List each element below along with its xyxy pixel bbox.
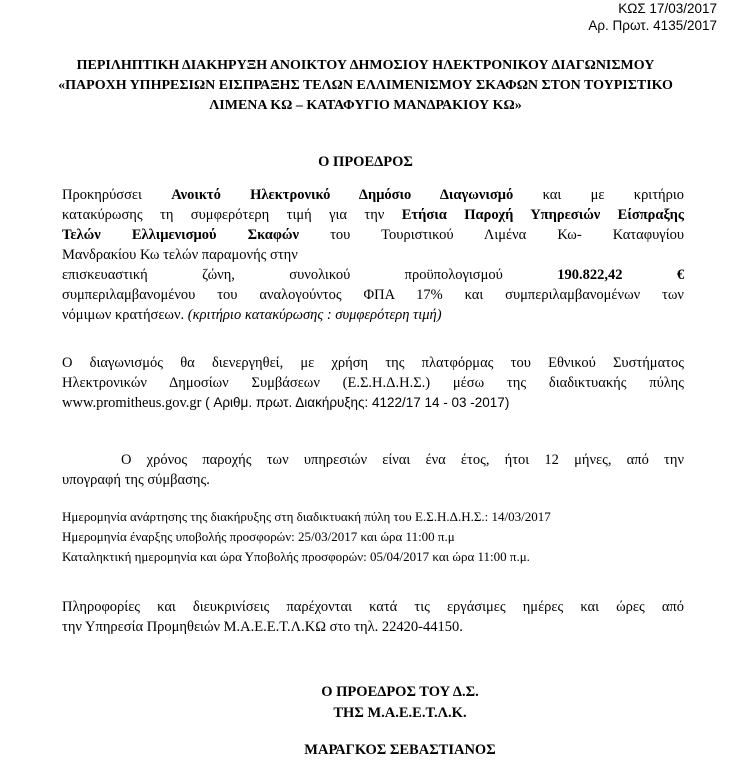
title-line-1: ΠΕΡΙΛΗΠΤΙΚΗ ΔΙΑΚΗΡΥΞΗ ΑΝΟΙΚΤΟΥ ΔΗΜΟΣΙΟΥ ΗΛΕΚΤΡΟΝΙΚΟΥ ΔΙΑΓΩΝΙΣΜΟΥ — [76, 58, 655, 73]
service-name-cont: Τελών Ελλιμενισμού Σκαφών — [62, 227, 299, 243]
submission-start: Ημερομηνία έναρξης υποβολής προσφορών: 25/03/2017 και ώρα 11:00 π.μ — [62, 529, 455, 544]
submission-deadline: Καταληκτική ημερομηνία και ώρα Υποβολής προσφορών: 05/04/2017 και ώρα 11:00 π.μ. — [62, 549, 530, 564]
signatory-name: ΜΑΡΑΓΚΟΣ ΣΕΒΑΣΤΙΑΝΟΣ — [304, 742, 496, 758]
p2-line-2: Ηλεκτρονικών Δημοσίων Συμβάσεων (Ε.Σ.Η.Δ.Η.Σ.) μέσω της διαδικτυακής πύλης — [62, 375, 684, 391]
p1-line-2 — [62, 205, 684, 225]
p1-text: Προκηρύσσει — [62, 187, 142, 203]
platform-paragraph — [62, 353, 684, 413]
signature-role-2: ΤΗΣ Μ.Α.Ε.Ε.Τ.Λ.Κ. — [333, 705, 467, 721]
p3-line-1: Ο χρόνος παροχής των υπηρεσιών είναι ένα έτος, ήτοι 12 μήνες, από την — [121, 452, 684, 468]
p1-text: προϋπολογισμού — [404, 267, 503, 283]
posting-date: Ημερομηνία ανάρτησης της διακήρυξης στη διαδικτυακή πύλη του Ε.Σ.Η.Δ.Η.Σ.: 14/03/2017 — [62, 509, 551, 524]
duration-paragraph — [62, 450, 684, 490]
p1-line-4: Μανδρακίου Κω τελών παραμονής στην — [62, 247, 298, 263]
p1-text: του Τουριστικού Λιμένα Κω- Καταφυγίου — [330, 227, 685, 243]
p4-line-2: την Υπηρεσία Προμηθειών Μ.Α.Ε.Ε.Τ.Λ.ΚΩ στο τηλ. 22420-44150. — [62, 619, 463, 635]
title-line-3: ΛΙΜΕΝΑ ΚΩ – ΚΑΤΑΦΥΓΙΟ ΜΑΝΔΡΑΚΙΟΥ ΚΩ» — [209, 98, 522, 113]
announcement-paragraph — [62, 185, 684, 325]
p1-text: νόμιμων κρατήσεων. — [62, 307, 185, 323]
dates-block — [62, 507, 551, 567]
document-date: ΚΩΣ 17/03/2017 — [618, 1, 717, 16]
p1-line-6: συμπεριλαμβανομένου του αναλογούντος ΦΠΑ 17% και συμπεριλαμβανομένων των — [62, 287, 684, 303]
p1-text: συνολικού — [289, 267, 351, 283]
p1-text: κατακύρωσης τη συμφερότερη τιμή για την — [62, 207, 385, 223]
protocol-number: Αρ. Πρωτ. 4135/2017 — [588, 18, 717, 33]
award-criterion: (κριτήριο κατακύρωσης : συμφερότερη τιμή) — [187, 307, 442, 323]
p1-text: και με κριτήριο — [542, 187, 684, 203]
p1-line-7 — [62, 305, 684, 325]
tender-type: Ανοικτό Ηλεκτρονικό Δημόσιο Διαγωνισμό — [171, 187, 514, 203]
document-title — [0, 56, 731, 116]
p4-line-1: Πληροφορίες και διευκρινίσεις παρέχονται κατά τις εργάσιμες ημέρες και ώρες από — [62, 599, 684, 615]
title-line-2: «ΠΑΡΟΧΗ ΥΠΗΡΕΣΙΩΝ ΕΙΣΠΡΑΞΗΣ ΤΕΛΩΝ ΕΛΛΙΜΕΝΙΣΜΟΥ ΣΚΑΦΩΝ ΣΤΟΝ ΤΟΥΡΙΣΤΙΚΟ — [58, 78, 673, 93]
euro-sign: € — [676, 267, 685, 283]
p1-text: επισκευαστική — [62, 267, 148, 283]
p3-line-2: υπογραφή της σύμβασης. — [62, 472, 210, 488]
signature-role-1: Ο ΠΡΟΕΔΡΟΣ ΤΟΥ Δ.Σ. — [321, 684, 479, 700]
service-name: Ετήσια Παροχή Υπηρεσιών Είσπραξης — [401, 207, 685, 223]
p2-line-3 — [62, 393, 684, 413]
budget-amount: 190.822,42 — [557, 267, 623, 283]
president-heading: Ο ΠΡΟΕΔΡΟΣ — [318, 154, 413, 170]
contact-paragraph — [62, 597, 684, 637]
declaration-ref: ( Αριθμ. πρωτ. Διακήρυξης: 4122/17 14 - 03 -2017) — [205, 395, 510, 410]
p2-line-1: Ο διαγωνισμός θα διενεργηθεί, με χρήση της πλατφόρμας του Εθνικού Συστήματος — [62, 355, 684, 371]
signature-block — [0, 682, 731, 724]
promitheus-link[interactable]: www.promitheus.gov.gr — [62, 395, 202, 411]
p1-line-1 — [62, 185, 684, 205]
p1-line-3 — [62, 225, 684, 245]
p1-text: ζώνη, — [202, 267, 235, 283]
reference-block — [588, 0, 717, 34]
p1-line-5 — [62, 265, 684, 285]
